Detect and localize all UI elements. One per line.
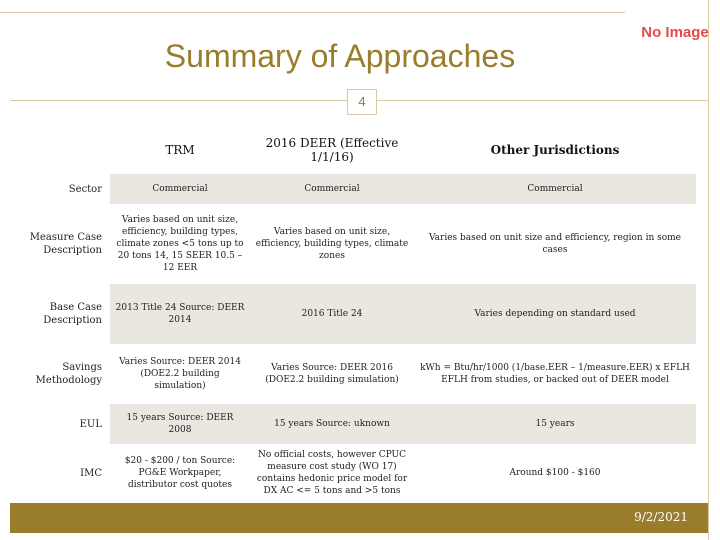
table-row-sector (22, 174, 696, 204)
table-cell: Commercial (110, 174, 250, 204)
table-header-row (22, 126, 696, 174)
right-border-line (708, 0, 709, 540)
table-cell: $20 - $200 / ton Source: PG&E Workpaper, distributor cost quotes (124, 456, 236, 490)
header-empty (22, 126, 110, 174)
header-other-jurisdictions: Other Jurisdictions (490, 143, 620, 157)
row-label: Sector (68, 183, 102, 195)
footer-bar (10, 503, 708, 533)
approaches-table (22, 126, 696, 502)
table-cell: Commercial (250, 174, 414, 204)
header-deer: 2016 DEER (Effective 1/1/16) (265, 136, 399, 164)
table-cell: 2016 Title 24 (250, 284, 414, 344)
top-border-line (0, 12, 625, 13)
table-row-savings (22, 344, 696, 404)
row-label: Savings Methodology (35, 362, 102, 386)
table-cell: Varies based on unit size, efficiency, building types, climate zones (255, 227, 409, 261)
table-row-measure-case (22, 204, 696, 284)
table-cell: Around $100 - $160 (509, 468, 601, 478)
table-row-base-case (22, 284, 696, 344)
table-cell: 2013 Title 24 Source: DEER 2014 (110, 284, 250, 344)
table-cell: 15 years (414, 404, 696, 444)
row-label: IMC (80, 467, 102, 479)
row-label: Base Case Description (43, 302, 102, 326)
slide-date: 9/2/2021 (634, 510, 688, 524)
header-trm: TRM (165, 143, 195, 157)
table-cell: kWh = Btu/hr/1000 (1/base.EER – 1/measure.EER) x EFLH EFLH from studies, or backed out of DEER model (420, 363, 690, 385)
table-cell: 15 years Source: DEER 2008 (110, 404, 250, 444)
table-row-eul (22, 404, 696, 444)
table-row-imc (22, 444, 696, 502)
table-cell: 15 years Source: uknown (250, 404, 414, 444)
slide-title: Summary of Approaches (164, 38, 516, 74)
slide-number: 4 (347, 89, 377, 115)
table-cell: No official costs, however CPUC measure cost study (WO 17) contains hedonic price model for DX AC <= 5 tons and >5 tons (256, 450, 408, 496)
row-label: Measure Case Description (29, 232, 102, 256)
table-cell: Varies Source: DEER 2014 (DOE2.2 building simulation) (119, 357, 241, 391)
table-cell: Varies based on unit size and efficiency, region in some cases (428, 233, 682, 255)
no-image-placeholder: No Image (641, 24, 709, 41)
row-label: EUL (79, 418, 102, 430)
table-cell: Commercial (414, 174, 696, 204)
table-cell: Varies based on unit size, efficiency, building types, climate zones <5 tons up to 20 tons 14, 15 SEER 10.5 – 12 EER (116, 215, 244, 273)
table-cell: Varies Source: DEER 2016 (DOE2.2 building simulation) (265, 363, 399, 385)
table-cell: Varies depending on standard used (414, 284, 696, 344)
